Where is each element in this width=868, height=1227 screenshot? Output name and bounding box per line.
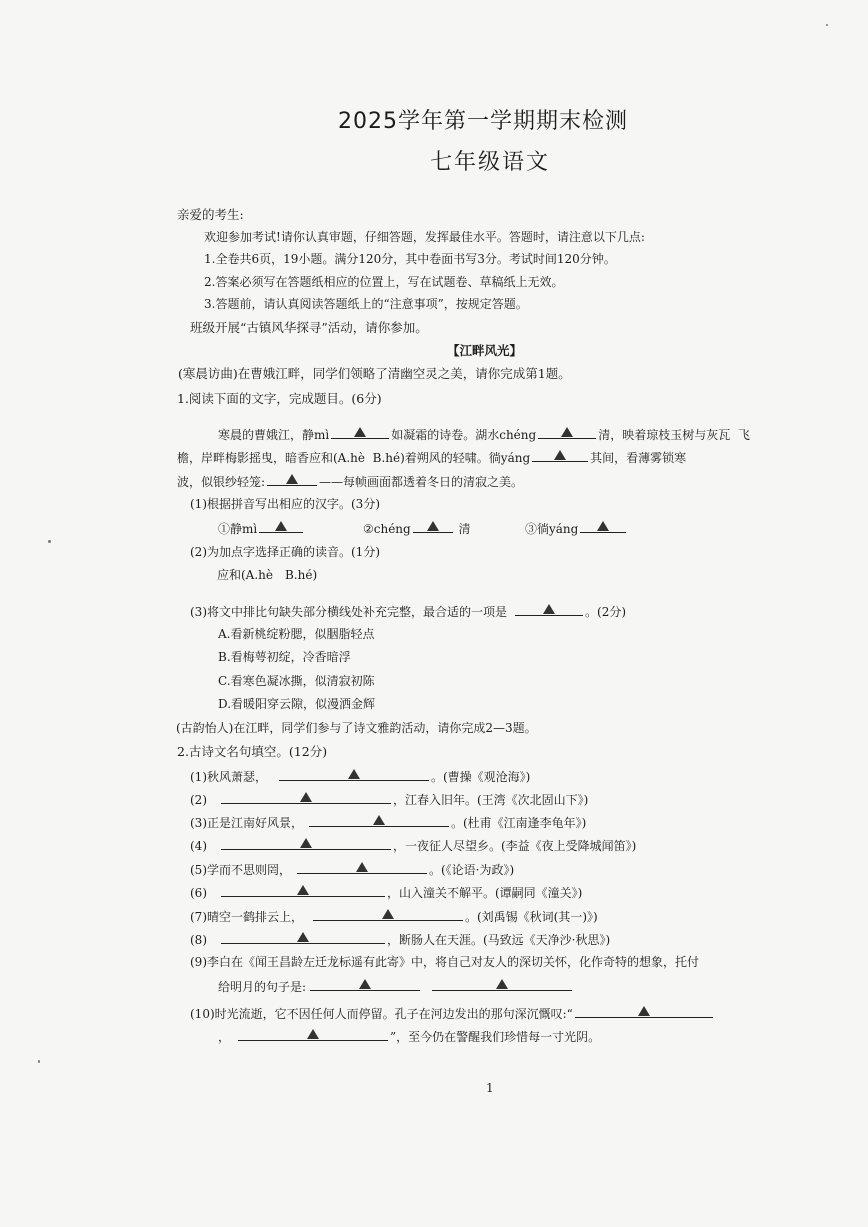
- exam-title: 2025学年第一学期期末检测: [338, 109, 628, 134]
- triangle-icon: [297, 932, 309, 942]
- q1-option-d[interactable]: D.看暖阳穿云隙，似漫洒金辉: [218, 697, 376, 711]
- blank-mi[interactable]: [331, 424, 389, 439]
- triangle-icon: [286, 474, 298, 484]
- triangle-icon: [427, 521, 439, 531]
- rule-3: 3.答题前，请认真阅读答题纸上的“注意事项”，按规定答题。: [204, 297, 528, 311]
- triangle-icon: [543, 604, 555, 614]
- rule-2: 2.答案必须写在答题纸相应的位置上，写在试题卷、草稿纸上无效。: [204, 275, 564, 289]
- answer-blank-sub3[interactable]: [515, 601, 583, 616]
- triangle-icon: [275, 521, 287, 531]
- triangle-icon: [307, 1029, 319, 1039]
- welcome-text: 欢迎参加考试!请你认真审题，仔细答题，发挥最佳水平。答题时，请注意以下几点:: [204, 230, 645, 244]
- q2-item-5: (5)学而不思则罔， 。(《论语·为政》): [190, 859, 514, 878]
- triangle-icon: [638, 1006, 650, 1016]
- q1-sub2-label: (2)为加点字选择正确的读音。(1分): [190, 545, 380, 559]
- section-title: 【江畔风光】: [447, 343, 523, 358]
- triangle-icon: [359, 979, 371, 989]
- scan-speck: [48, 540, 51, 543]
- greeting: 亲爱的考生:: [177, 207, 244, 222]
- q1-sub1-answer-c: ③徜yáng: [525, 518, 628, 537]
- q2-item-9-line2: 给明月的句子是:: [218, 976, 574, 995]
- q2-title: 2.古诗文名句填空。(12分): [177, 744, 328, 759]
- q1-sub1-label: (1)根据拼音写出相应的汉字。(3分): [190, 497, 380, 511]
- fill-blank-10b[interactable]: [238, 1026, 388, 1041]
- fill-blank-10a[interactable]: [575, 1003, 713, 1018]
- triangle-icon: [561, 427, 573, 437]
- fill-blank-5[interactable]: [297, 859, 427, 874]
- triangle-icon: [496, 979, 508, 989]
- q1-option-b[interactable]: B.看梅萼初绽，冷香暗浮: [218, 650, 351, 664]
- triangle-icon: [373, 815, 385, 825]
- answer-blank-a[interactable]: [259, 518, 303, 533]
- fill-blank-1[interactable]: [279, 766, 429, 781]
- answer-blank-c[interactable]: [580, 518, 626, 533]
- triangle-icon: [382, 909, 394, 919]
- triangle-icon: [354, 427, 366, 437]
- q2-item-10-line2: ， ”，至今仍在警醒我们珍惜每一寸光阴。: [218, 1026, 600, 1045]
- blank-cheng[interactable]: [538, 424, 596, 439]
- activity-intro: 班级开展“古镇风华探寻”活动，请你参加。: [190, 320, 428, 335]
- q1-sub1-answers: ①静mì: [218, 518, 305, 537]
- q2-item-1: (1)秋风萧瑟， 。(曹操《观沧海》): [190, 766, 530, 785]
- q2-item-6: (6) ，山入潼关不解平。(谭嗣同《潼关》): [190, 882, 582, 901]
- fill-blank-8[interactable]: [221, 929, 385, 944]
- q1-sub2-line: 应和(A.hè B.hé): [217, 568, 318, 582]
- scan-speck: [38, 1060, 40, 1063]
- blank-yang[interactable]: [532, 447, 588, 462]
- rule-1: 1.全卷共6页，19小题。满分120分，其中卷面书写3分。考试时间120分钟。: [204, 252, 616, 266]
- section2-intro: (古韵怡人)在江畔，同学们参与了诗文雅韵活动，请你完成2—3题。: [176, 721, 537, 735]
- triangle-icon: [297, 885, 309, 895]
- answer-blank-b[interactable]: [413, 518, 453, 533]
- q1-passage-line2: 檐，岸畔梅影摇曳，暗香应和(A.hè B.hé)着朔风的轻啸。徜yáng 其间，看薄雾锁寒: [177, 447, 686, 466]
- triangle-icon: [300, 838, 312, 848]
- scan-speck: [826, 24, 828, 26]
- q1-passage-line1: 寒晨的曹娥江，静mì 如凝霜的诗卷。湖水chéng 清，映着琼枝玉树与灰瓦 飞: [218, 424, 750, 443]
- q1-title: 1.阅读下面的文字，完成题目。(6分): [177, 391, 382, 406]
- triangle-icon: [597, 521, 609, 531]
- q1-option-c[interactable]: C.看寒色凝冰撕，似清寂初陈: [218, 674, 375, 688]
- fill-blank-2[interactable]: [221, 789, 391, 804]
- fill-blank-4[interactable]: [221, 835, 391, 850]
- q1-sub3-label: (3)将文中排比句缺失部分横线处补充完整，最合适的一项是 。(2分): [190, 601, 626, 620]
- q2-item-2: (2) ，江春入旧年。(王湾《次北固山下》): [190, 789, 588, 808]
- triangle-icon: [356, 862, 368, 872]
- fill-blank-9a[interactable]: [310, 976, 420, 991]
- q1-sub1-answer-b: ②chéng 清: [363, 518, 471, 537]
- page-number: 1: [486, 1081, 494, 1095]
- fill-blank-6[interactable]: [221, 882, 385, 897]
- fill-blank-9b[interactable]: [432, 976, 572, 991]
- q2-item-7: (7)晴空一鹤排云上， 。(刘禹锡《秋词(其一)》): [190, 906, 598, 925]
- triangle-icon: [300, 792, 312, 802]
- triangle-icon: [348, 769, 360, 779]
- q2-item-4: (4) ，一夜征人尽望乡。(李益《夜上受降城闻笛》): [190, 835, 636, 854]
- q1-passage-line3: 波，似银纱轻笼: ——每帧画面都透着冬日的清寂之美。: [177, 471, 523, 490]
- section1-intro: (寒晨访曲)在曹娥江畔，同学们领略了清幽空灵之美，请你完成第1题。: [178, 366, 571, 381]
- fill-blank-3[interactable]: [309, 812, 449, 827]
- triangle-icon: [554, 450, 566, 460]
- exam-subtitle: 七年级语文: [430, 150, 551, 175]
- q2-item-9-line1: (9)李白在《闻王昌龄左迁龙标遥有此寄》中，将自己对友人的深切关怀，化作奇特的想象，托付: [190, 955, 700, 969]
- q1-option-a[interactable]: A.看新桃绽粉腮，似胭脂轻点: [218, 627, 375, 641]
- q2-item-10-line1: (10)时光流逝，它不因任何人而停留。孔子在河边发出的那句深沉慨叹:“: [190, 1003, 715, 1022]
- blank-passage[interactable]: [267, 471, 317, 486]
- q2-item-3: (3)正是江南好风景， 。(杜甫《江南逢李龟年》): [190, 812, 586, 831]
- fill-blank-7[interactable]: [313, 906, 463, 921]
- q2-item-8: (8) ，断肠人在天涯。(马致远《天净沙·秋思》): [190, 929, 610, 948]
